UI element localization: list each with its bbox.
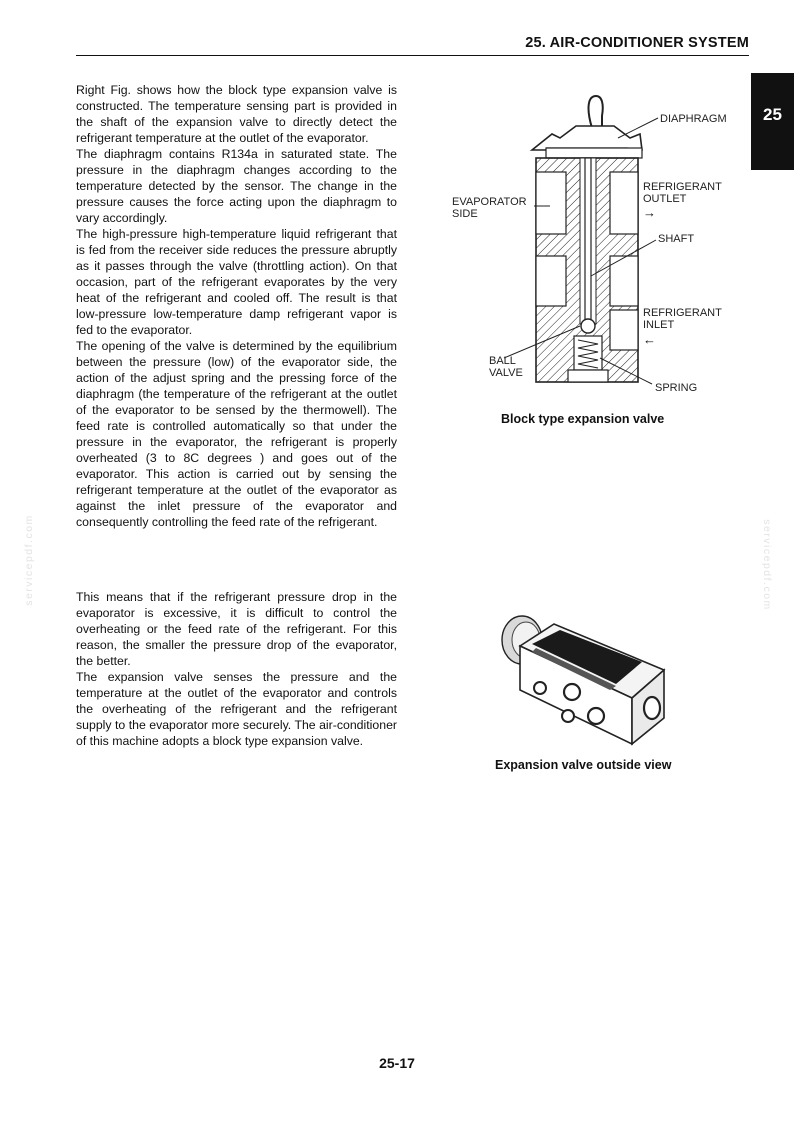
header-title: 25. AIR-CONDITIONER SYSTEM [525, 35, 749, 51]
diaphragm-label: DIAPHRAGM [660, 113, 727, 125]
refrigerant-outlet-label: REFRIGERANT OUTLET [643, 181, 722, 205]
refrigerant-inlet-label: REFRIGERANT INLET [643, 307, 722, 331]
paragraph: Right Fig. shows how the block type expansion valve is constructed. The temperature sensing part is provided in the shaft of the expansion valve to directly detect the refrigerant temperature at the outlet of the evaporator. [76, 83, 397, 145]
evaporator-side-label: EVAPORATOR SIDE [452, 196, 527, 220]
watermark-right: servicepdf.com [761, 519, 773, 611]
body-text-section-2 [76, 589, 397, 749]
paragraph: The high-pressure high-temperature liquid refrigerant that is fed from the receiver side reduces the pressure abruptly as it passes through the valve (throttling action). On that occasion, part of the refrigerant evaporates by the very heat of the refrigerant and cooled off. The result is that low-pressure low-temperature damp refrigerant vapor is fed to the evaporator. [76, 227, 397, 337]
paragraph: The expansion valve senses the pressure and the temperature at the outlet of the evaporator and controls the overheating of the refrigerant and the refrigerant supply to the evaporator more securely. The air-conditioner of this machine adopts a block type expansion valve. [76, 670, 397, 748]
figure2-caption: Expansion valve outside view [495, 758, 672, 772]
header-rule [76, 55, 749, 56]
spring-label: SPRING [655, 382, 698, 394]
expansion-valve-photo [492, 606, 696, 754]
body-text-section-1 [76, 82, 397, 530]
chapter-tab: 25 [751, 73, 794, 170]
paragraph: The diaphragm contains R134a in saturated state. The pressure in the diaphragm changes according to the temperature detected by the sensor. The change in the pressure causes the force acting upon the diaphragm to vary accordingly. [76, 147, 397, 225]
paragraph: This means that if the refrigerant pressure drop in the evaporator is excessive, it is difficult to control the overheating or the feed rate of the refrigerant. For this reason, the smaller the pressure drop of the evaporator, the better. [76, 590, 397, 668]
ball-valve-label: BALL VALVE [489, 355, 523, 379]
paragraph: The opening of the valve is determined by the equilibrium between the pressure (low) of the evaporator side, the action of the adjust spring and the pressing force of the diaphragm (the temperature of the refrigerant at the outlet of the evaporator to be sensed by the thermowell). The feed rate is controlled automatically so that under the pressure in the evaporator, the refrigerant is properly overheated (3 to 8C degrees ) and goes out of the evaporator. This action is carried out by sensing the refrigerant temperature at the outlet of the evaporator as against the inlet pressure of the evaporator and consequently controlling the feed rate of the refrigerant. [76, 339, 397, 529]
figure1-caption: Block type expansion valve [501, 412, 665, 426]
expansion-valve-diagram [450, 88, 750, 398]
watermark-left: servicepdf.com [23, 514, 35, 606]
inlet-arrow: ← [643, 332, 656, 347]
page-number: 25-17 [379, 1055, 415, 1071]
outlet-arrow: → [643, 205, 656, 220]
shaft-label: SHAFT [658, 233, 695, 245]
